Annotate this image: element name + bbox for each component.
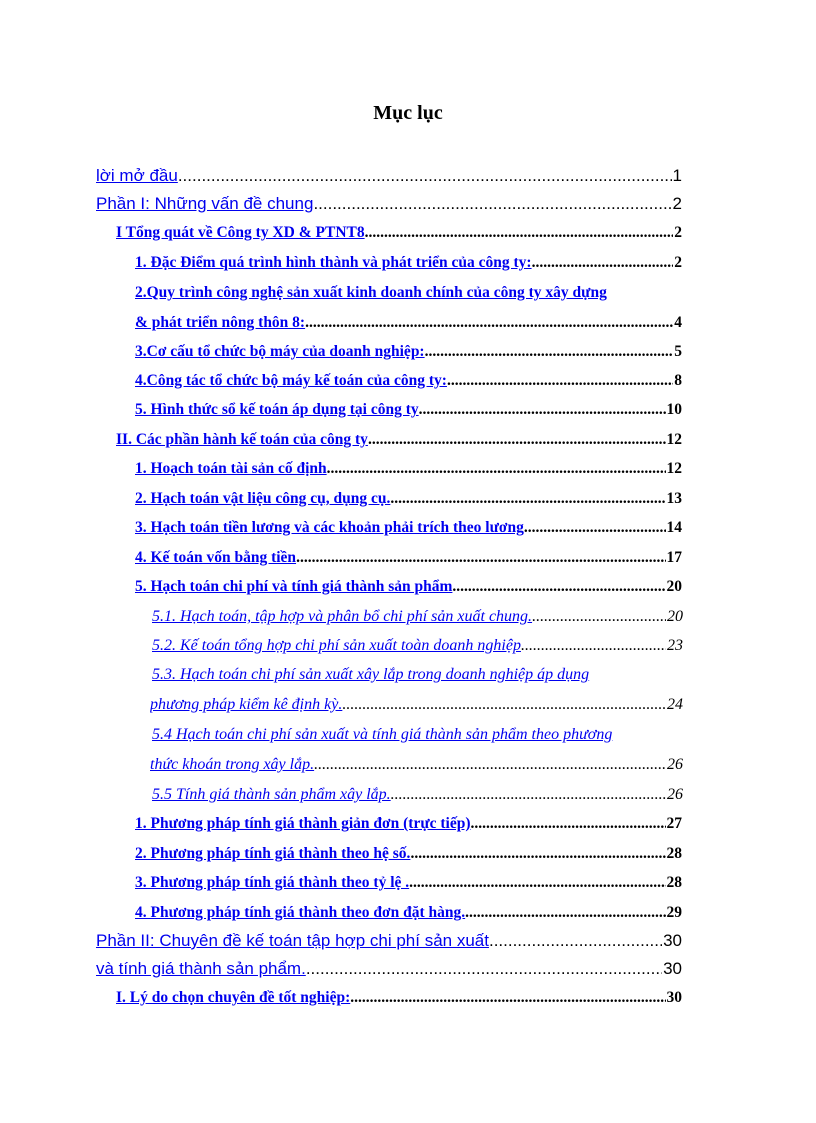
toc-entry-text-continued[interactable]: & phát triển nông thôn 8:: [135, 314, 306, 331]
toc-entry-text[interactable]: 4. Phương pháp tính giá thành theo đơn đặt hàng.: [135, 904, 466, 921]
toc-page-number: 23: [667, 637, 683, 654]
toc-page-number: 4: [674, 314, 682, 331]
toc-entry[interactable]: [135, 311, 682, 337]
toc-entry-text[interactable]: 3. Phương pháp tính giá thành theo tỷ lệ .: [135, 874, 410, 891]
toc-entry-text[interactable]: 5.4 Hạch toán chi phí sản xuất và tính giá thành sản phẩm theo phương: [152, 726, 613, 743]
toc-leader: [327, 457, 666, 481]
toc-entry-text-continued[interactable]: phương pháp kiểm kê định kỳ.: [150, 696, 343, 713]
toc-leader: [313, 192, 671, 216]
toc-entry-first-line[interactable]: [135, 281, 715, 307]
toc-entry[interactable]: [135, 812, 682, 838]
toc-entry-text[interactable]: 2.Quy trình công nghệ sản xuất kinh doanh chính của công ty xây dựng: [135, 284, 607, 301]
toc-page-number: 8: [674, 372, 682, 389]
toc-entry[interactable]: [96, 929, 682, 955]
toc-page-number: 17: [666, 549, 682, 566]
toc-leader: [489, 929, 662, 953]
toc-leader: [305, 311, 673, 335]
toc-entry-text[interactable]: và tính giá thành sản phẩm.: [96, 959, 306, 978]
toc-leader: [532, 605, 666, 629]
toc-leader: [425, 340, 674, 364]
toc-leader: [306, 957, 662, 981]
toc-leader: [314, 753, 666, 777]
toc-page-number: 30: [666, 989, 682, 1006]
toc-entry-text[interactable]: 5. Hình thức sổ kế toán áp dụng tại công ty: [135, 401, 419, 418]
toc-entry[interactable]: [96, 957, 682, 983]
toc-page-number: 26: [667, 756, 683, 773]
toc-page-number: 27: [666, 815, 682, 832]
toc-entry-text[interactable]: Phần II: Chuyên đề kế toán tập hợp chi phí sản xuất: [96, 931, 489, 950]
toc-page-number: 1: [672, 166, 682, 185]
toc-entry[interactable]: [135, 546, 682, 572]
toc-entry[interactable]: [135, 842, 682, 868]
toc-page-number: 20: [667, 608, 683, 625]
toc-entry[interactable]: [135, 457, 682, 483]
toc-leader: [391, 783, 666, 807]
toc-entry-text[interactable]: I. Lý do chọn chuyên đề tốt nghiệp:: [116, 989, 351, 1006]
toc-entry-first-line[interactable]: [152, 723, 712, 749]
toc-leader: [410, 842, 665, 866]
toc-entry[interactable]: [116, 428, 682, 454]
toc-leader: [350, 986, 665, 1010]
toc-entry-text[interactable]: 3.Cơ cấu tổ chức bộ máy của doanh nghiệp:: [135, 343, 425, 360]
toc-page-number: 28: [666, 874, 682, 891]
toc-entry[interactable]: [135, 251, 682, 277]
toc-page-number: 24: [667, 696, 683, 713]
toc-entry[interactable]: [135, 398, 682, 424]
toc-entry[interactable]: [152, 634, 683, 660]
toc-leader: [447, 369, 673, 393]
toc-leader: [342, 693, 666, 717]
toc-entry[interactable]: [135, 369, 682, 395]
toc-page-number: 14: [666, 519, 682, 536]
toc-entry-text[interactable]: 5.3. Hạch toán chi phí sản xuất xây lắp trong doanh nghiệp áp dụng: [152, 666, 590, 683]
toc-entry-text[interactable]: 1. Đặc Điểm quá trình hình thành và phát triển của công ty:: [135, 254, 532, 271]
toc-page-number: 2: [672, 194, 682, 213]
toc-entry[interactable]: [152, 605, 683, 631]
toc-entry[interactable]: [135, 487, 682, 513]
toc-entry[interactable]: [135, 871, 682, 897]
toc-leader: [390, 487, 665, 511]
toc-entry-text[interactable]: lời mở đầu: [96, 166, 178, 185]
toc-entry-text[interactable]: 5. Hạch toán chi phí và tính giá thành sản phẩm: [135, 578, 453, 595]
toc-page-number: 29: [666, 904, 682, 921]
toc-leader: [465, 901, 665, 925]
toc-page-number: 12: [666, 431, 682, 448]
toc-entry-text[interactable]: Phần I: Những vấn đề chung: [96, 194, 314, 213]
toc-entry-text[interactable]: 1. Hoạch toán tài sản cố định: [135, 460, 327, 477]
toc-entry[interactable]: [150, 693, 683, 719]
toc-leader: [178, 164, 672, 188]
toc-entry-text[interactable]: II. Các phần hành kế toán của công ty: [116, 431, 368, 448]
toc-page-number: 10: [666, 401, 682, 418]
toc-leader: [521, 634, 666, 658]
toc-page-number: 12: [666, 460, 682, 477]
toc-leader: [452, 575, 665, 599]
toc-page-number: 2: [674, 224, 682, 241]
toc-page-number: 30: [663, 931, 682, 950]
toc-leader: [471, 812, 666, 836]
toc-entry[interactable]: [135, 340, 682, 366]
toc-entry-text-continued[interactable]: thức khoán trong xây lắp.: [150, 756, 315, 773]
toc-page-number: 13: [666, 490, 682, 507]
toc-entry-text[interactable]: 5.1. Hạch toán, tập hợp và phân bổ chi phí sản xuất chung.: [152, 608, 533, 625]
toc-page-number: 28: [666, 845, 682, 862]
toc-entry-text[interactable]: 2. Hạch toán vật liệu công cụ, dụng cụ.: [135, 490, 391, 507]
toc-entry[interactable]: [96, 164, 682, 190]
toc-entry-text[interactable]: 1. Phương pháp tính giá thành giản đơn (trực tiếp): [135, 815, 471, 832]
toc-page-number: 20: [666, 578, 682, 595]
toc-page-number: 30: [663, 959, 682, 978]
toc-entry-text[interactable]: 4. Kế toán vốn bằng tiền: [135, 549, 297, 566]
page-title: Mục lục: [373, 102, 443, 124]
toc-entry-text[interactable]: 5.2. Kế toán tổng hợp chi phí sản xuất toàn doanh nghiệp: [152, 637, 521, 654]
toc-entry[interactable]: [152, 783, 683, 809]
toc-entry-text[interactable]: 2. Phương pháp tính giá thành theo hệ số.: [135, 845, 411, 862]
toc-entry[interactable]: [96, 192, 682, 218]
toc-entry-first-line[interactable]: [152, 663, 712, 689]
toc-entry[interactable]: [135, 575, 682, 601]
toc-entry-text[interactable]: I Tổng quát về Công ty XD & PTNT8: [116, 224, 365, 241]
toc-entry[interactable]: [150, 753, 683, 779]
toc-entry-text[interactable]: 4.Công tác tổ chức bộ máy kế toán của công ty:: [135, 372, 447, 389]
toc-entry[interactable]: [135, 901, 682, 927]
toc-leader: [532, 251, 674, 275]
toc-entry[interactable]: [116, 221, 682, 247]
toc-leader: [419, 398, 666, 422]
toc-page-number: 2: [674, 254, 682, 271]
toc-leader: [524, 516, 666, 540]
toc-leader: [365, 221, 674, 245]
toc-page-number: 5: [674, 343, 682, 360]
toc-entry[interactable]: [135, 516, 682, 542]
toc-entry-text[interactable]: 3. Hạch toán tiền lương và các khoản phải trích theo lương: [135, 519, 524, 536]
toc-leader: [368, 428, 666, 452]
toc-entry-text[interactable]: 5.5 Tính giá thành sản phẩm xây lắp.: [152, 786, 391, 803]
toc-page-number: 26: [667, 786, 683, 803]
toc-entry[interactable]: [116, 986, 682, 1012]
toc-leader: [409, 871, 665, 895]
toc-leader: [296, 546, 665, 570]
